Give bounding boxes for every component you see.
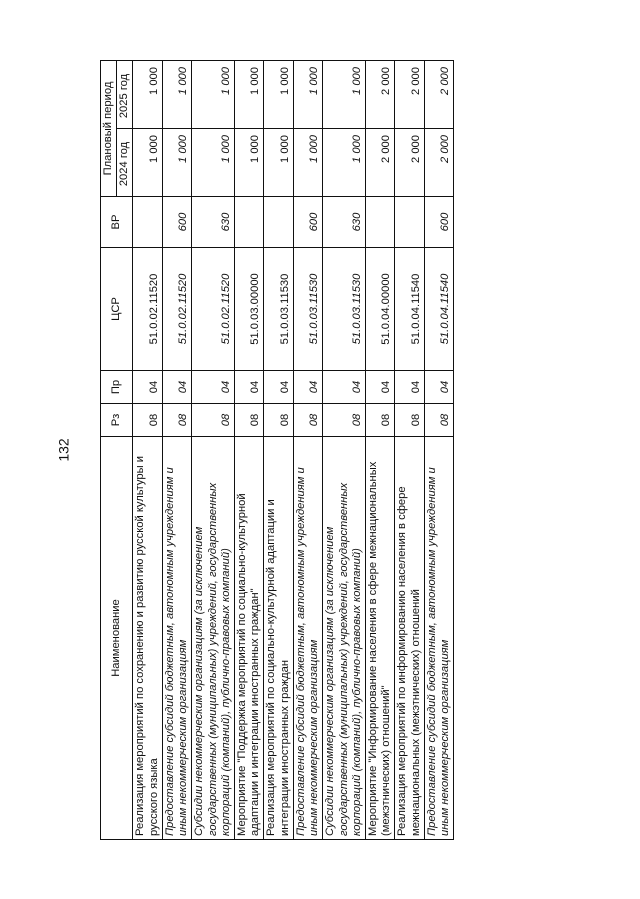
row-pr-cell: 04 — [365, 371, 394, 404]
row-2025-amount-cell: 1 000 — [293, 61, 322, 129]
row-name-cell: Мероприятие "Информирование населения в сфере межнациональных (межэтнических) отношений" — [365, 437, 394, 840]
table-row — [323, 61, 366, 840]
row-2025-amount-cell: 1 000 — [234, 61, 263, 129]
row-name-cell: Реализация мероприятий по информированию населения в сфере межнациональных (межэтнических) отношений — [395, 437, 424, 840]
row-name-cell: Субсидии некоммерческим организациям (за исключением государственных (муниципальных) учреждений, государственных корпораций (компаний), публично-правовых компаний) — [192, 437, 235, 840]
row-vr-cell: 630 — [192, 197, 235, 248]
row-2025-amount-cell: 2 000 — [365, 61, 394, 129]
table-row — [395, 61, 424, 840]
row-rz-cell: 08 — [192, 404, 235, 437]
row-rz-cell: 08 — [162, 404, 191, 437]
row-csr-cell: 51.0.04.00000 — [365, 248, 394, 371]
header-year-2025: 2025 год — [117, 61, 133, 129]
row-2025-amount-cell: 1 000 — [192, 61, 235, 129]
row-name-cell: Предоставление субсидий бюджетным, автономным учреждениям и иным некоммерческим организациям — [424, 437, 453, 840]
row-vr-cell: 630 — [323, 197, 366, 248]
row-csr-cell: 51.0.02.11520 — [162, 248, 191, 371]
row-2025-amount-cell: 1 000 — [323, 61, 366, 129]
row-csr-cell: 51.0.04.11540 — [424, 248, 453, 371]
table-row — [264, 61, 293, 840]
page-number: 132 — [55, 438, 72, 462]
row-vr-cell — [365, 197, 394, 248]
row-csr-cell: 51.0.04.11540 — [395, 248, 424, 371]
table-row — [162, 61, 191, 840]
row-2025-amount-cell: 2 000 — [424, 61, 453, 129]
row-rz-cell: 08 — [365, 404, 394, 437]
row-2024-amount-cell: 1 000 — [323, 129, 366, 197]
header-planned-period: Плановый период — [101, 61, 117, 197]
row-2025-amount-cell: 1 000 — [162, 61, 191, 129]
row-vr-cell — [234, 197, 263, 248]
row-name-cell: Реализация мероприятий по сохранению и развитию русской культуры и русского языка — [133, 437, 162, 840]
row-rz-cell: 08 — [293, 404, 322, 437]
table-row — [234, 61, 263, 840]
row-rz-cell: 08 — [323, 404, 366, 437]
row-vr-cell: 600 — [162, 197, 191, 248]
row-rz-cell: 08 — [424, 404, 453, 437]
row-pr-cell: 04 — [293, 371, 322, 404]
row-vr-cell — [133, 197, 162, 248]
row-2025-amount-cell: 1 000 — [133, 61, 162, 129]
row-rz-cell: 08 — [133, 404, 162, 437]
row-2024-amount-cell: 1 000 — [133, 129, 162, 197]
row-2025-amount-cell: 1 000 — [264, 61, 293, 129]
row-vr-cell — [395, 197, 424, 248]
row-2024-amount-cell: 1 000 — [162, 129, 191, 197]
row-2024-amount-cell: 1 000 — [234, 129, 263, 197]
row-rz-cell: 08 — [264, 404, 293, 437]
table-row — [293, 61, 322, 840]
row-vr-cell: 600 — [293, 197, 322, 248]
row-2024-amount-cell: 2 000 — [424, 129, 453, 197]
row-name-cell: Предоставление субсидий бюджетным, автономным учреждениям и иным некоммерческим организациям — [293, 437, 322, 840]
row-pr-cell: 04 — [424, 371, 453, 404]
header-vr: ВР — [101, 197, 133, 248]
table-row — [133, 61, 162, 840]
row-pr-cell: 04 — [192, 371, 235, 404]
row-2025-amount-cell: 2 000 — [395, 61, 424, 129]
row-csr-cell: 51.0.03.11530 — [293, 248, 322, 371]
table-row — [365, 61, 394, 840]
row-pr-cell: 04 — [162, 371, 191, 404]
row-pr-cell: 04 — [264, 371, 293, 404]
row-name-cell: Мероприятие "Поддержка мероприятий по социально-культурной адаптации и интеграции иностранных граждан" — [234, 437, 263, 840]
row-name-cell: Реализация мероприятий по социально-культурной адаптации и интеграции иностранных граждан — [264, 437, 293, 840]
header-csr: ЦСР — [101, 248, 133, 371]
header-rz: Рз — [101, 404, 133, 437]
row-rz-cell: 08 — [395, 404, 424, 437]
row-csr-cell: 51.0.02.11520 — [133, 248, 162, 371]
row-rz-cell: 08 — [234, 404, 263, 437]
row-2024-amount-cell: 2 000 — [365, 129, 394, 197]
table-row — [424, 61, 453, 840]
row-csr-cell: 51.0.03.11530 — [323, 248, 366, 371]
header-pr: Пр — [101, 371, 133, 404]
row-vr-cell — [264, 197, 293, 248]
row-name-cell: Предоставление субсидий бюджетным, автономным учреждениям и иным некоммерческим организациям — [162, 437, 191, 840]
table-body — [133, 61, 454, 840]
row-2024-amount-cell: 1 000 — [264, 129, 293, 197]
row-pr-cell: 04 — [234, 371, 263, 404]
rotated-table-container — [100, 60, 620, 840]
header-year-2024: 2024 год — [117, 129, 133, 197]
row-vr-cell: 600 — [424, 197, 453, 248]
row-csr-cell: 51.0.02.11520 — [192, 248, 235, 371]
budget-table — [100, 60, 454, 840]
header-name: Наименование — [101, 437, 133, 840]
row-pr-cell: 04 — [323, 371, 366, 404]
row-pr-cell: 04 — [133, 371, 162, 404]
row-2024-amount-cell: 2 000 — [395, 129, 424, 197]
row-2024-amount-cell: 1 000 — [293, 129, 322, 197]
row-pr-cell: 04 — [395, 371, 424, 404]
row-csr-cell: 51.0.03.00000 — [234, 248, 263, 371]
row-2024-amount-cell: 1 000 — [192, 129, 235, 197]
table-row — [192, 61, 235, 840]
row-name-cell: Субсидии некоммерческим организациям (за исключением государственных (муниципальных) учреждений, государственных корпораций (компаний), публично-правовых компаний) — [323, 437, 366, 840]
row-csr-cell: 51.0.03.11530 — [264, 248, 293, 371]
